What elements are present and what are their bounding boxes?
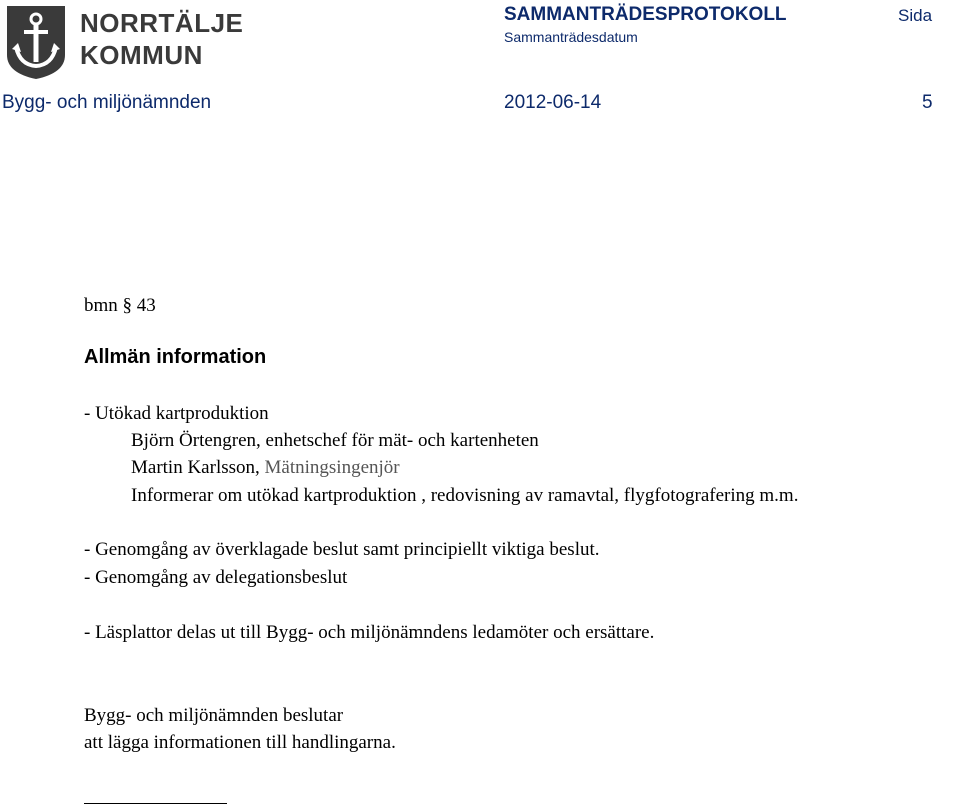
person-2-name: Martin Karlsson, [131, 457, 265, 478]
section-heading: Allmän information [84, 346, 267, 368]
item-3: - Genomgång av delegationsbeslut [84, 567, 348, 588]
item-1-title: - Utökad kartproduktion [84, 403, 269, 424]
logo-line-2: KOMMUN [80, 40, 203, 70]
protocol-title: SAMMANTRÄDESPROTOKOLL [504, 4, 787, 25]
signature-line [84, 803, 227, 804]
logo-line-1: NORRTÄLJE [80, 8, 244, 38]
anchor-shield-logo-icon [4, 3, 68, 81]
committee-name: Bygg- och miljönämnden [2, 92, 212, 113]
municipality-logo-text [80, 7, 243, 71]
paragraph-reference: bmn § 43 [84, 295, 156, 316]
meeting-date: 2012-06-14 [504, 92, 602, 113]
person-2-role: Mätningsingenjör [264, 457, 400, 478]
item-1-person-1: Björn Örtengren, enhetschef för mät- och kartenheten [131, 430, 539, 451]
page-label: Sida [898, 6, 933, 25]
item-1-info: Informerar om utökad kartproduktion , redovisning av ramavtal, flygfotografering m.m. [131, 485, 799, 506]
item-1-person-2 [131, 456, 400, 480]
page-number: 5 [922, 92, 933, 113]
decision-text: att lägga informationen till handlingarna. [84, 732, 396, 753]
decision-title: Bygg- och miljönämnden beslutar [84, 705, 344, 726]
meeting-date-label: Sammanträdesdatum [504, 29, 638, 45]
item-2: - Genomgång av överklagade beslut samt principiellt viktiga beslut. [84, 539, 600, 560]
item-4: - Läsplattor delas ut till Bygg- och miljönämndens ledamöter och ersättare. [84, 622, 655, 643]
